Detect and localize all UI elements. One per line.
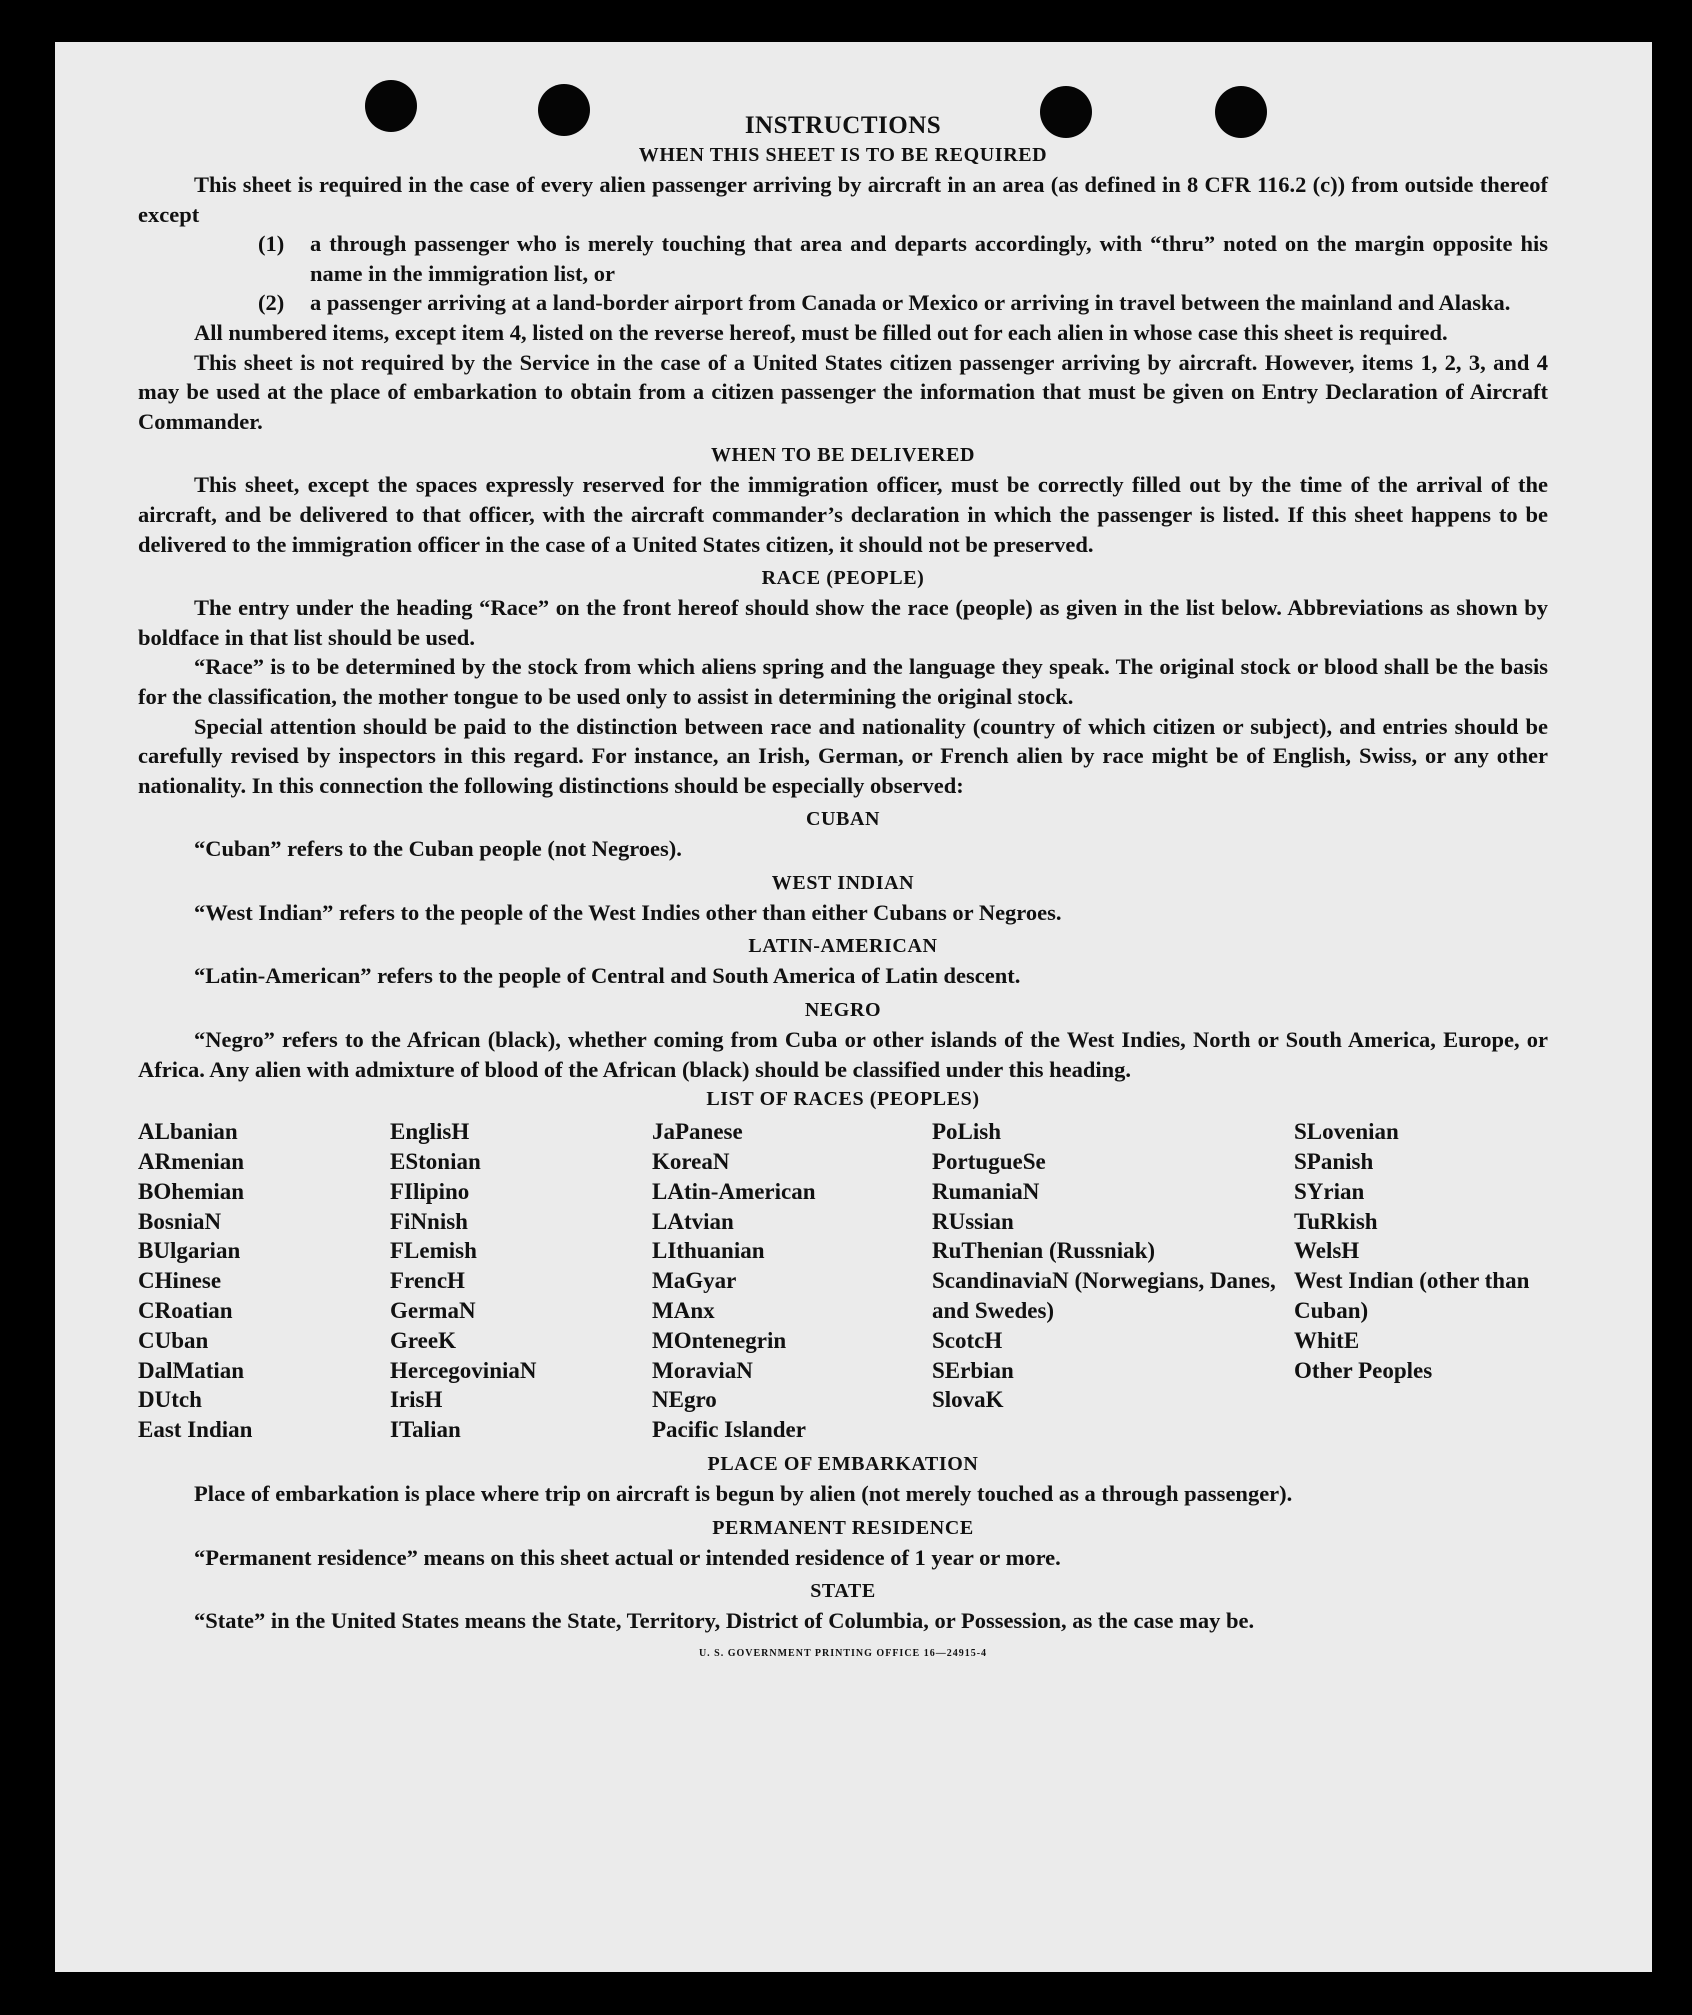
race-entry: JaPanese [652,1119,743,1145]
race-column-1 [138,1117,390,1445]
race-entry: EStonian [390,1149,481,1175]
race-entry: RuThenian (Russniak) [932,1238,1156,1264]
instructions-content [138,112,1548,1659]
race-para1: The entry under the heading “Race” on the front hereof should show the race (people) as given in the list below. Abbreviations as shown by boldface in that list should be used. [138,595,1548,650]
race-column-5 [1294,1117,1548,1445]
race-entry: CUban [138,1327,209,1353]
race-entry: GermaN [390,1298,476,1324]
race-column-4 [932,1117,1294,1445]
race-entry: MoraviaN [652,1357,753,1383]
race-entry: KoreaN [652,1149,730,1175]
race-entry: ALbanian [138,1119,238,1145]
race-entry: SYrian [1294,1178,1365,1204]
race-para2: “Race” is to be determined by the stock from which aliens spring and the language they speak. The original stock or blood shall be the basis for the classification, the mother tongue to be used only to assist in determining the original stock. [138,654,1548,709]
race-entry: TuRkish [1294,1208,1378,1234]
heading-negro: NEGRO [804,999,882,1022]
race-entry: SPanish [1294,1149,1374,1175]
race-entry: NEgro [652,1387,717,1413]
race-entry: GreeK [390,1327,456,1353]
race-entry: SlovaK [932,1387,1004,1413]
race-para3: Special attention should be paid to the distinction between race and nationality (country of which citizen or subject), and entries should be carefully revised by inspectors in this regard. For instance, an Irish, German, or French alien by race might be of English, Swiss, or any other nationality. In this connection the following distinctions should be especially observed: [138,713,1548,798]
race-entry: RUssian [932,1208,1014,1234]
state-text: “State” in the United States means the State, Territory, District of Columbia, or Possession, as the case may be. [194,1608,1255,1634]
heading-list-of-races: LIST OF RACES (PEOPLES) [706,1088,980,1111]
when-required-intro: This sheet is required in the case of every alien passenger arriving by aircraft in an area (as defined in 8 CFR 116.2 (c)) from outside thereof except [138,172,1548,227]
race-entry: FIlipino [390,1178,470,1204]
race-entry: Other Peoples [1294,1357,1433,1383]
heading-place-of-embarkation: PLACE OF EMBARKATION [707,1453,979,1476]
race-entry: WhitE [1294,1327,1360,1353]
race-entry: PortugueSe [932,1149,1046,1175]
race-list [138,1117,1548,1445]
race-entry: IrisH [390,1387,443,1413]
race-entry: Pacific Islander [652,1417,806,1443]
race-entry: West Indian (other than Cuban) [1294,1268,1530,1324]
race-entry: PoLish [932,1119,1002,1145]
exception-item: (1) a through passenger who is merely touching that area and departs accordingly, with “thru” noted on the margin opposite his name in the immigration list, or [258,231,1548,286]
race-entry: MaGyar [652,1268,737,1294]
race-entry: DUtch [138,1387,202,1413]
race-entry: ScandinaviaN (Norwegians, Danes, and Swedes) [932,1268,1276,1324]
residence-text: “Permanent residence” means on this sheet actual or intended residence of 1 year or more. [194,1544,1061,1570]
west-indian-text: “West Indian” refers to the people of the West Indies other than either Cubans or Negroes. [194,899,1062,925]
race-entry: LIthuanian [652,1238,765,1264]
race-entry: SLovenian [1294,1119,1399,1145]
when-delivered-text: This sheet, except the spaces expressly reserved for the immigration officer, must be correctly filled out by the time of the arrival of the aircraft, and be delivered to that officer, with the aircraft commander’s declaration in which the passenger is listed. If this sheet happens to be delivered to the immigration officer in the case of a United States citizen, it should not be preserved. [138,472,1548,557]
race-entry: FrencH [390,1268,465,1294]
heading-west-indian: WEST INDIAN [771,871,915,894]
race-entry: BosniaN [138,1208,222,1234]
race-entry: CHinese [138,1268,222,1294]
race-entry: CRoatian [138,1298,233,1324]
race-entry: DalMatian [138,1357,245,1383]
race-entry: East Indian [138,1417,253,1443]
heading-cuban: CUBAN [805,808,881,831]
race-entry: LAtvian [652,1208,734,1234]
race-entry: ARmenian [138,1149,245,1175]
race-entry: EnglisH [390,1119,470,1145]
race-entry: HercegoviniaN [390,1357,537,1383]
document-sheet [55,42,1652,1972]
race-column-3 [652,1117,932,1445]
race-entry: SErbian [932,1357,1014,1383]
when-required-para3: This sheet is not required by the Service in the case of a United States citizen passenger arriving by aircraft. However, items 1, 2, 3, and 4 may be used at the place of embarkation to obtain from a citizen passenger the information that must be given on Entry Declaration of Aircraft Commander. [138,349,1548,434]
race-column-2 [390,1117,652,1445]
exception-item: (2) a passenger arriving at a land-border airport from Canada or Mexico or arriving in travel between the mainland and Alaska. [258,290,1511,316]
latin-american-text: “Latin-American” refers to the people of Central and South America of Latin descent. [194,963,1021,989]
heading-when-required: WHEN THIS SHEET IS TO BE REQUIRED [638,144,1048,166]
race-entry: FiNnish [390,1208,468,1234]
negro-text: “Negro” refers to the African (black), whether coming from Cuba or other islands of the West Indies, North or South America, Europe, or Africa. Any alien with admixture of blood of the African (black) should be classified under this heading. [138,1027,1548,1082]
heading-permanent-residence: PERMANENT RESIDENCE [712,1516,974,1539]
race-entry: FLemish [390,1238,477,1264]
race-entry: BOhemian [138,1178,245,1204]
race-entry: MOntenegrin [652,1327,787,1353]
race-entry: MAnx [652,1298,715,1324]
embarkation-text: Place of embarkation is place where trip on aircraft is begun by alien (not merely touched as a through passenger). [194,1481,1293,1507]
page-title: INSTRUCTIONS [744,112,942,139]
race-entry: ITalian [390,1417,461,1443]
when-required-para2: All numbered items, except item 4, listed on the reverse hereof, must be filled out for each alien in whose case this sheet is required. [194,319,1448,345]
cuban-text: “Cuban” refers to the Cuban people (not Negroes). [194,836,682,862]
race-entry: LAtin-American [652,1178,816,1204]
race-entry: RumaniaN [932,1178,1040,1204]
printing-office-footer: U. S. GOVERNMENT PRINTING OFFICE 16—24915-4 [698,1647,988,1659]
heading-state: STATE [810,1580,876,1603]
heading-latin-american: LATIN-AMERICAN [748,935,938,958]
race-entry: BUlgarian [138,1238,241,1264]
race-entry: ScotcH [932,1327,1003,1353]
race-entry: WelsH [1294,1238,1360,1264]
heading-race: RACE (PEOPLE) [761,567,925,590]
heading-when-delivered: WHEN TO BE DELIVERED [710,444,976,467]
